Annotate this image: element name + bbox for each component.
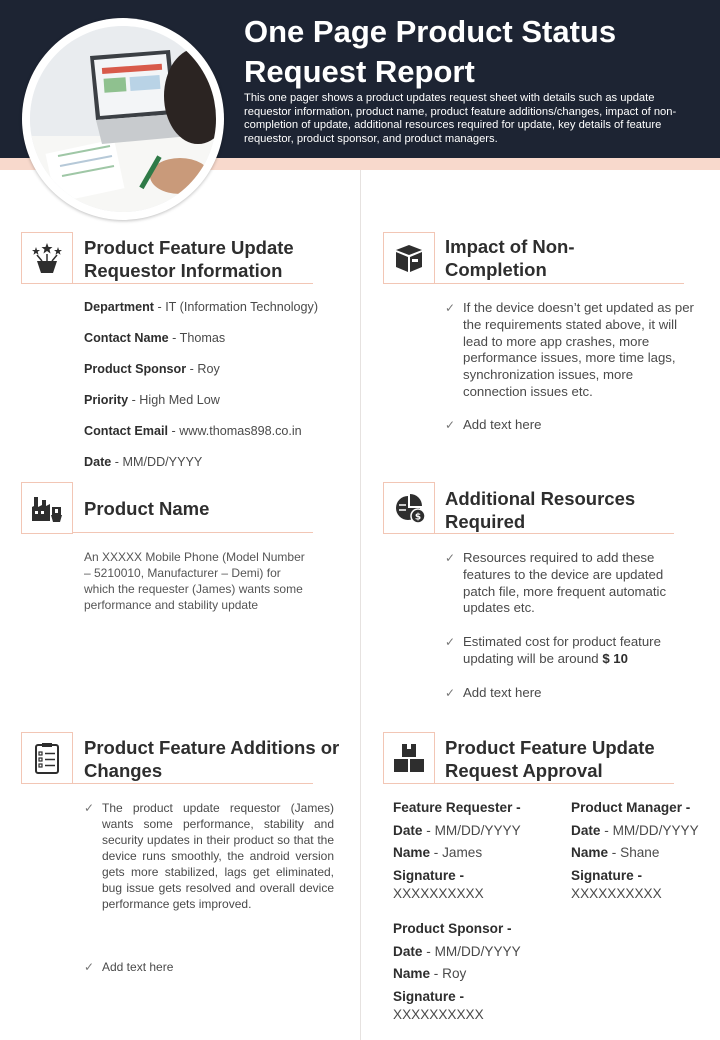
resources-cost-bullet: ✓ Estimated cost for product feature updating will be around $ 10 [445, 634, 661, 666]
factory-icon [21, 482, 73, 534]
additions-bullet: ✓ Add text here [84, 960, 174, 974]
checklist-icon [21, 732, 73, 784]
box-icon [383, 232, 435, 284]
section-underline [73, 783, 313, 784]
requestor-section-title: Product Feature Update Requestor Information [84, 237, 294, 281]
pie-dollar-icon [383, 482, 435, 534]
resources-bullet: ✓ Resources required to add these features to the device are updated patch file, more frequent automatic updates etc. [445, 550, 667, 616]
section-underline [73, 283, 313, 284]
column-divider [360, 170, 361, 1040]
check-icon: ✓ [445, 686, 456, 700]
check-icon: ✓ [445, 635, 456, 649]
section-underline [73, 532, 313, 533]
info-row-product-sponsor: Product Sponsor - Roy [84, 362, 220, 376]
page-title: One Page Product Status Request Report [244, 14, 617, 89]
info-row-contact-email: Contact Email - www.thomas898.co.in [84, 424, 302, 438]
resources-section-title: Additional Resources Required [445, 488, 636, 532]
svg-text:$: $ [414, 512, 422, 523]
resources-bullet: ✓ Add text here [445, 685, 542, 700]
check-icon: ✓ [84, 801, 95, 815]
check-icon: ✓ [445, 551, 456, 565]
section-underline [434, 533, 674, 534]
check-icon: ✓ [445, 301, 456, 315]
impact-bullet: ✓ If the device doesn’t get updated as per the requirements stated above, it will lead to more app crashes, more performance issues, more time lags, synchronization issues, more connection issues etc. [445, 300, 694, 399]
product-description: An XXXXX Mobile Phone (Model Number – 5210010, Manufacturer – Demi) for which the requester (James) wants some performance and stability update [84, 550, 305, 612]
info-row-department: Department - IT (Information Technology) [84, 300, 319, 314]
info-row-contact-name: Contact Name - Thomas [84, 331, 226, 345]
check-icon: ✓ [84, 960, 95, 974]
product-section-title: Product Name [84, 498, 210, 519]
approval-feature-requester: Feature Requester - Date - MM/DD/YYYY Name - James Signature - XXXXXXXXXX [393, 800, 521, 901]
impact-bullet: ✓ Add text here [445, 417, 542, 432]
header-photo [30, 26, 216, 212]
info-row-date: Date - MM/DD/YYYY [84, 455, 203, 469]
section-underline [434, 283, 684, 284]
approval-product-sponsor: Product Sponsor - Date - MM/DD/YYYY Name - Roy Signature - XXXXXXXXXX [393, 921, 521, 1022]
impact-section-title: Impact of Non-Completion [445, 236, 575, 280]
page-subtitle: This one pager shows a product updates request sheet with details such as update requestor information, product name, product feature additions/changes, impact of non-completion of update, additional resources required for update, key details of feature requestor, product sponsor, and product managers. [244, 92, 677, 145]
approval-product-manager: Product Manager - Date - MM/DD/YYYY Name - Shane Signature - XXXXXXXXXX [571, 800, 699, 901]
additions-bullet: ✓ The product update requestor (James) wants some performance, stability and security updates in their product so that the device runs smoothly, the android version gets more stabilized, lags get eliminated, bug issue gets resolved and overall device performance gets improved. [84, 801, 334, 911]
info-row-priority: Priority - High Med Low [84, 393, 220, 407]
section-underline [434, 783, 674, 784]
additions-section-title: Product Feature Additions or Changes [84, 737, 340, 781]
stars-box-icon [21, 232, 73, 284]
check-icon: ✓ [445, 418, 456, 432]
boxes-icon [383, 732, 435, 784]
approval-section-title: Product Feature Update Request Approval [445, 737, 655, 781]
